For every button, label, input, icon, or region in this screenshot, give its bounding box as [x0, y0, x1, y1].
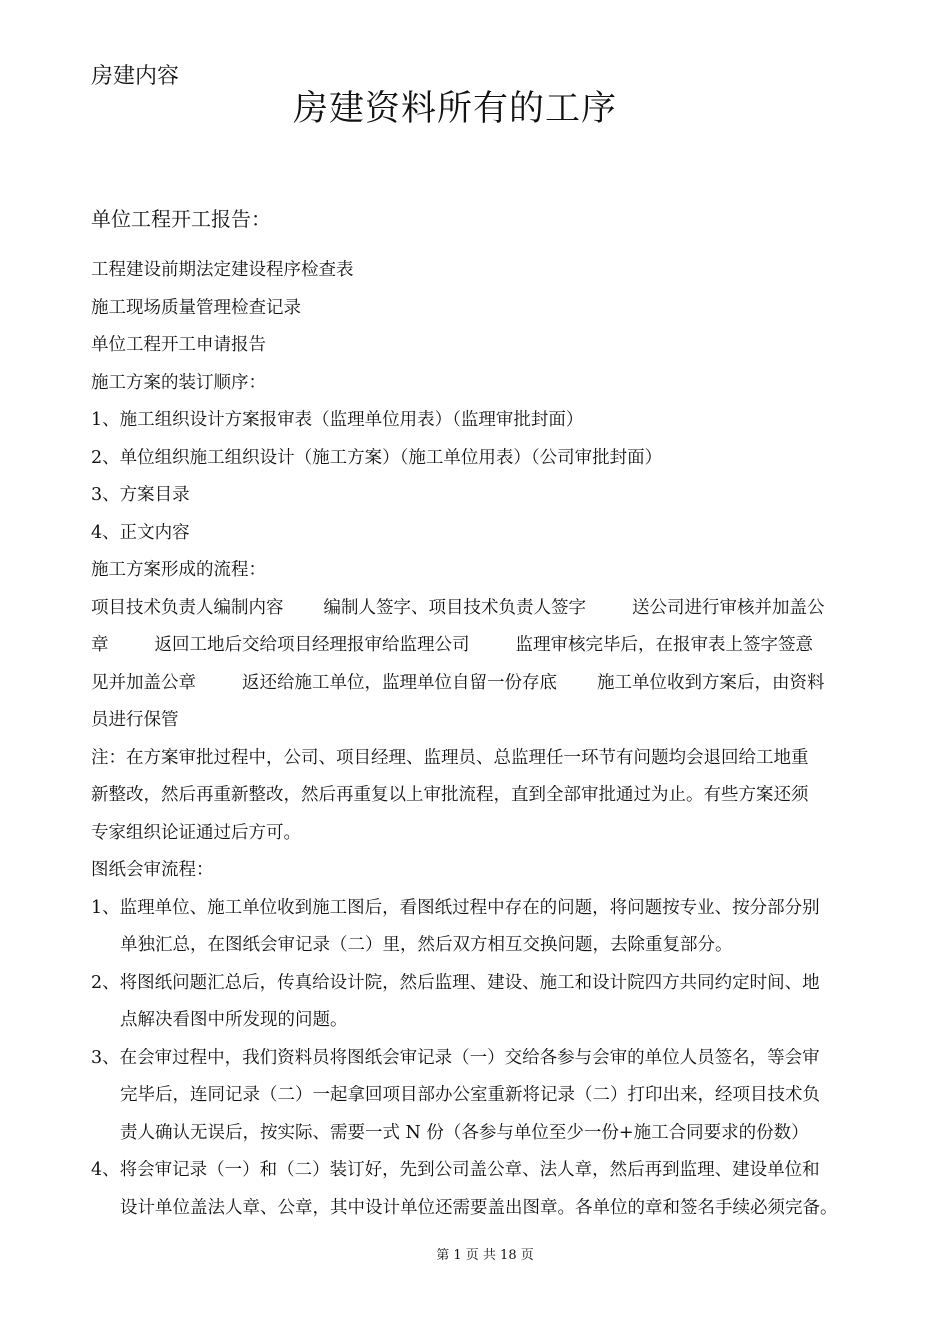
list-item-continuation: 责人确认无误后，按实际、需要一式 N 份（各参与单位至少一份+施工合同要求的份数） [120, 1122, 809, 1143]
note-line: 新整改，然后再重新整改，然后再重复以上审批流程，直到全部审批通过为止。有些方案还须 [91, 785, 809, 805]
flow-step: 返回工地后交给项目经理报审给监理公司 [154, 635, 470, 655]
section-heading: 单位工程开工报告： [91, 207, 271, 231]
flow-line: 员进行保管 [91, 710, 179, 730]
text-line: 图纸会审流程： [91, 860, 214, 880]
flow-step: 返还给施工单位，监理单位自留一份存底 [242, 672, 557, 693]
flow-step: 章 [91, 635, 109, 655]
flow-step: 施工单位收到方案后，由资料 [597, 672, 825, 693]
list-item: 2、单位组织施工组织设计（施工方案）（施工单位用表）（公司审批封面） [91, 447, 663, 468]
list-item: 3、方案目录 [91, 485, 190, 505]
list-item: 4、正文内容 [91, 522, 190, 543]
header-label: 房建内容 [91, 64, 180, 89]
flow-step: 监理审核完毕后，在报审表上签字签意 [515, 635, 813, 655]
list-item: 1、监理单位、施工单位收到施工图后，看图纸过程中存在的问题，将问题按专业、按分部分别 [91, 897, 820, 918]
note-line: 注：在方案审批过程中，公司、项目经理、监理员、总监理任一环节有问题均会退回给工地重 [91, 747, 809, 768]
list-item: 1、施工组织设计方案报审表（监理单位用表）（监理审批封面） [91, 410, 584, 430]
text-line: 单位工程开工申请报告 [91, 335, 266, 355]
text-line: 施工现场质量管理检查记录 [91, 297, 301, 318]
list-item-continuation: 点解决看图中所发现的问题。 [120, 1010, 348, 1030]
list-item: 4、将会审记录（一）和（二）装订好，先到公司盖公章、法人章，然后再到监理、建设单位和 [91, 1160, 820, 1180]
document-body [91, 252, 886, 1227]
flow-line [91, 627, 886, 665]
list-item-continuation: 单独汇总，在图纸会审记录（二）里，然后双方相互交换问题，去除重复部分。 [120, 935, 733, 955]
list-item-continuation: 设计单位盖法人章、公章，其中设计单位还需要盖出图章。各单位的章和签名手续必须完备。 [120, 1197, 838, 1218]
document-title: 房建资料所有的工序 [292, 89, 617, 129]
text-line: 施工方案形成的流程： [91, 560, 266, 580]
flow-step: 见并加盖公章 [91, 672, 196, 693]
flow-step: 编制人签字、项目技术负责人签字 [323, 597, 586, 618]
text-line: 施工方案的装订顺序： [91, 372, 266, 393]
list-item: 3、在会审过程中，我们资料员将图纸会审记录（一）交给各参与会审的单位人员签名，等会审 [91, 1047, 820, 1068]
flow-step: 送公司进行审核并加盖公 [632, 597, 825, 618]
list-item: 2、将图纸问题汇总后，传真给设计院，然后监理、建设、施工和设计院四方共同约定时间、地 [91, 972, 820, 993]
flow-line [91, 590, 886, 628]
text-line: 工程建设前期法定建设程序检查表 [91, 260, 354, 280]
list-item-continuation: 完毕后，连同记录（二）一起拿回项目部办公室重新将记录（二）打印出来，经项目技术负 [120, 1085, 820, 1105]
page-footer: 第 1 页 共 18 页 [436, 1248, 534, 1263]
flow-step: 项目技术负责人编制内容 [91, 597, 284, 618]
note-line: 专家组织论证通过后方可。 [91, 822, 301, 843]
flow-line [91, 665, 886, 703]
